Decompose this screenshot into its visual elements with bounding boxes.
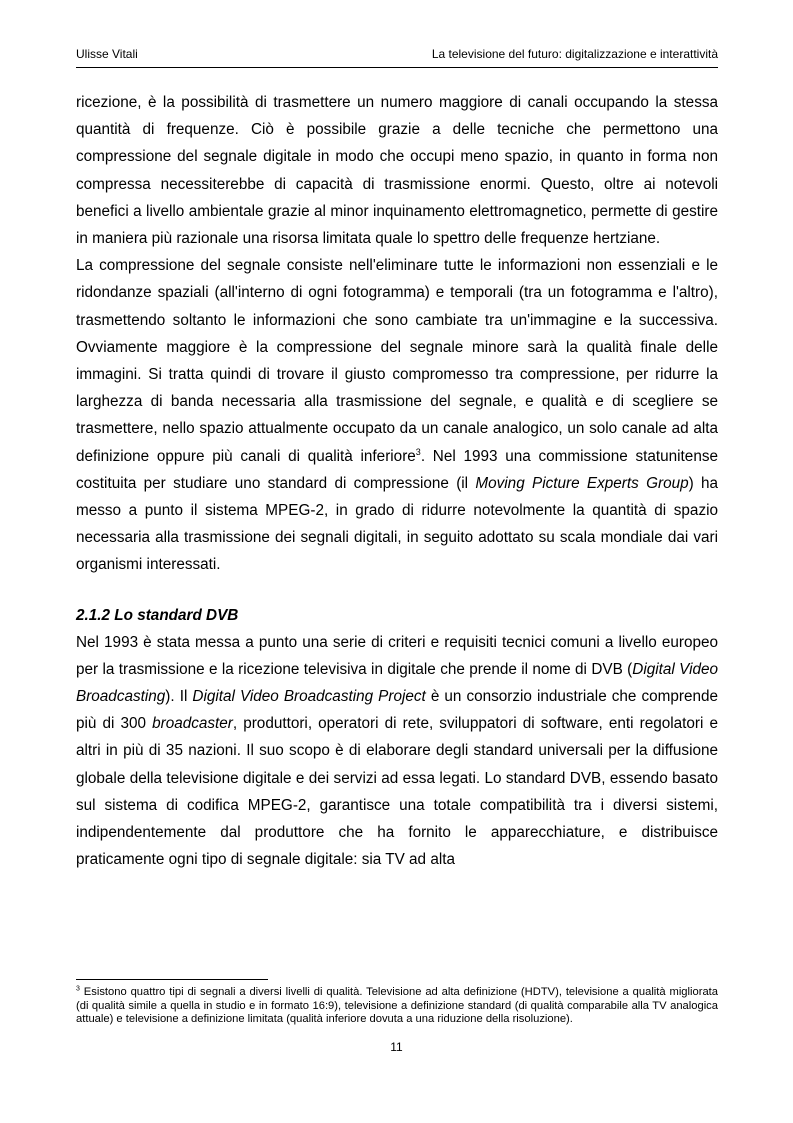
paragraph-2 [76,252,718,578]
footnote-divider [76,979,268,980]
paragraph-2-text-a: La compressione del segnale consiste nell'eliminare tutte le informazioni non essenziali e le ridondanze spaziali (all'interno di ogni fotogramma) e temporali (tra un fotogramma e l'altro), trasmettendo soltanto le informazioni che sono cambiate tra un'immagine e la successiva. Ovviamente maggiore è la compressione del segnale minore sarà la qualità finale delle immagini. Si tratta quindi di trovare il giusto compromesso tra compressione, per ridurre la larghezza di banda necessaria alla trasmissione del segnale, e qualità e di scegliere se trasmettere, nello spazio attualmente occupato da un canale analogico, un solo canale ad alta definizione oppure più canali di qualità inferiore [76,257,718,465]
page-number: 11 [390,1040,403,1054]
paragraph-3-emphasis-3: broadcaster [152,715,233,733]
paragraph-2-emphasis: Moving Picture Experts Group [475,474,689,492]
paragraph-2-text-c: ) ha messo a punto il sistema MPEG-2, in grado di ridurre notevolmente la quantità di spazio necessaria alla trasmissione dei segnali digitali, in seguito adottato su scala mondiale dai vari organismi interessati. [76,474,719,574]
header-author: Ulisse Vitali [76,47,138,61]
main-text [76,89,718,873]
footnote-text: Esistono quattro tipi di segnali a diversi livelli di qualità. Televisione ad alta definizione (HDTV), televisione a qualità migliorata (di qualità simile a quella in studio e in formato 16:9), televisione a definizione standard (di qualità comparabile alla TV analogica attuale) e televisione a definizione limitata (qualità inferiore dovuta a una riduzione della risoluzione). [76,986,718,1026]
paragraph-1-text: ricezione, è la possibilità di trasmettere un numero maggiore di canali occupando la stessa quantità di frequenze. Ciò è possibile grazie a delle tecniche che permettono una compressione del segnale digitale in modo che occupi meno spazio, in quanto in forma non compressa necessiterebbe di capacità di trasmissione enormi. Questo, oltre ai notevoli benefici a livello ambientale grazie al minor inquinamento elettromagnetico, permette di gestire in maniera più razionale una risorsa limitata quale lo spettro delle frequenze hertziane. [76,94,718,248]
header-divider [76,67,718,68]
header-title: La televisione del futuro: digitalizzazione e interattività [431,47,718,61]
paragraph-3-emphasis-2: Digital Video Broadcasting Project [192,688,426,706]
paragraph-2-text-b: . Nel 1993 una commissione statunitense costituita per studiare uno standard di compressione (il [76,447,718,492]
paragraph-3-text-a: Nel 1993 è stata messa a punto una serie di criteri e requisiti tecnici comuni a livello europeo per la trasmissione e la ricezione televisiva in digitale che prende il nome di DVB ( [76,633,718,678]
paragraph-3-emphasis-1: Digital Video Broadcasting [76,660,718,706]
footnote-reference: 3 [415,446,421,457]
paragraph-3 [76,629,718,874]
section-heading: 2.1.2 Lo standard DVB [76,606,239,624]
footnote-number: 3 [76,985,80,993]
paragraph-3-text-c: è un consorzio industriale che comprende più di 300 [76,688,718,733]
footnote [76,986,718,1027]
paragraph-1 [76,89,718,252]
paragraph-3-text-b: ). Il [165,688,193,706]
paragraph-3-text-d: , produttori, operatori di rete, sviluppatori di software, enti regolatori e altri in più di 35 nazioni. Il suo scopo è di elaborare degli standard universali per la diffusione globale della televisione digitale e dei servizi ad essa legati. Lo standard DVB, essendo basato sul sistema di codifica MPEG-2, garantisce una totale compatibilità tra i diversi sistemi, indipendentemente dal produttore che ha fornito le apparecchiature, e distribuisce praticamente ogni tipo di segnale digitale: sia TV ad alta [76,715,718,869]
page-header [76,47,718,61]
